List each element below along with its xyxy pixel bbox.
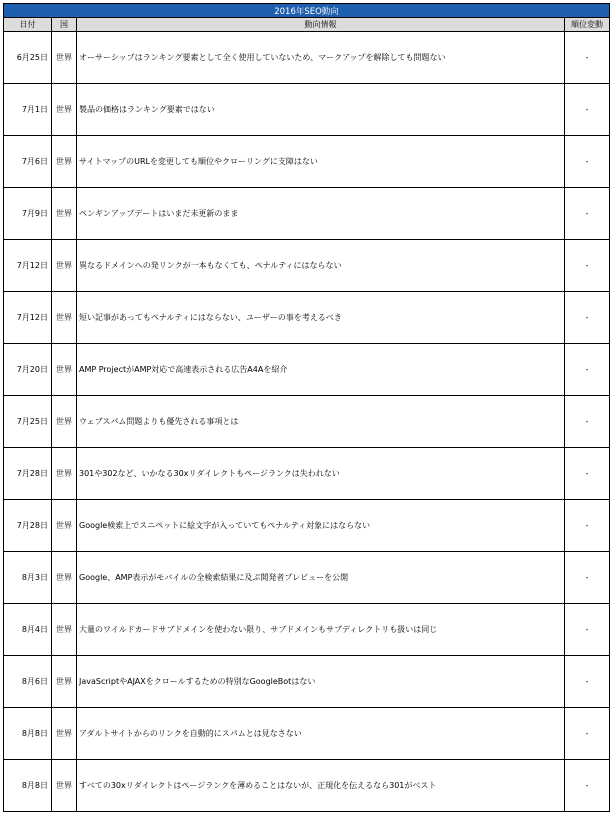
table-row [4,396,610,448]
info-cell: ペンギンアップデートはいまだ未更新のまま [77,188,565,240]
rank-cell: - [565,656,610,708]
region-cell: 世界 [52,604,77,656]
date-cell: 7月12日 [4,292,52,344]
header-rank: 順位変動 [565,18,610,32]
table-row [4,136,610,188]
region-cell: 世界 [52,188,77,240]
date-cell: 7月28日 [4,448,52,500]
date-cell: 8月8日 [4,708,52,760]
date-cell: 7月12日 [4,240,52,292]
info-cell: 大量のワイルドカードサブドメインを使わない限り、サブドメインもサブディレクトリも扱いは同じ [77,604,565,656]
rank-cell: - [565,708,610,760]
info-cell: Google検索上でスニペットに絵文字が入っていてもペナルティ対象にはならない [77,500,565,552]
date-cell: 7月20日 [4,344,52,396]
rank-cell: - [565,760,610,812]
rank-cell: - [565,396,610,448]
date-cell: 7月1日 [4,84,52,136]
rank-cell: - [565,136,610,188]
table-row [4,708,610,760]
table-row [4,500,610,552]
info-cell: アダルトサイトからのリンクを自動的にスパムとは見なさない [77,708,565,760]
info-cell: すべての30xリダイレクトはページランクを薄めることはないが、正規化を伝えるなら301がベスト [77,760,565,812]
date-cell: 8月3日 [4,552,52,604]
info-cell: オーサーシップはランキング要素として全く使用していないため、マークアップを解除しても問題ない [77,32,565,84]
table-row [4,448,610,500]
rank-cell: - [565,448,610,500]
rank-cell: - [565,292,610,344]
rank-cell: - [565,604,610,656]
info-cell: ウェブスパム問題よりも優先される事項とは [77,396,565,448]
date-cell: 8月4日 [4,604,52,656]
info-cell: AMP ProjectがAMP対応で高速表示される広告A4Aを紹介 [77,344,565,396]
rank-cell: - [565,240,610,292]
table-row [4,344,610,396]
table-title: 2016年SEO動向 [4,4,610,18]
table-row [4,240,610,292]
region-cell: 世界 [52,84,77,136]
table-row [4,604,610,656]
region-cell: 世界 [52,32,77,84]
seo-trends-sheet [3,3,609,812]
table-row [4,552,610,604]
region-cell: 世界 [52,500,77,552]
table-row [4,84,610,136]
info-cell: 301や302など、いかなる30xリダイレクトもページランクは失われない [77,448,565,500]
date-cell: 7月9日 [4,188,52,240]
date-cell: 8月6日 [4,656,52,708]
rank-cell: - [565,188,610,240]
table-row [4,188,610,240]
date-cell: 6月25日 [4,32,52,84]
region-cell: 世界 [52,292,77,344]
rank-cell: - [565,32,610,84]
info-cell: 短い記事があってもペナルティにはならない、ユーザーの事を考えるべき [77,292,565,344]
info-cell: JavaScriptやAJAXをクロールするための特別なGoogleBotはない [77,656,565,708]
date-cell: 8月8日 [4,760,52,812]
header-region: 国 [52,18,77,32]
region-cell: 世界 [52,136,77,188]
seo-trends-table [3,3,610,812]
table-row [4,32,610,84]
header-info: 動向情報 [77,18,565,32]
rank-cell: - [565,500,610,552]
region-cell: 世界 [52,656,77,708]
region-cell: 世界 [52,760,77,812]
region-cell: 世界 [52,240,77,292]
region-cell: 世界 [52,552,77,604]
date-cell: 7月6日 [4,136,52,188]
region-cell: 世界 [52,708,77,760]
info-cell: 異なるドメインへの発リンクが一本もなくても、ペナルティにはならない [77,240,565,292]
header-date: 日付 [4,18,52,32]
rank-cell: - [565,344,610,396]
info-cell: サイトマップのURLを変更しても順位やクローリングに支障はない [77,136,565,188]
table-row [4,656,610,708]
date-cell: 7月25日 [4,396,52,448]
info-cell: 製品の価格はランキング要素ではない [77,84,565,136]
region-cell: 世界 [52,396,77,448]
region-cell: 世界 [52,448,77,500]
region-cell: 世界 [52,344,77,396]
info-cell: Google、AMP表示がモバイルの全検索結果に及ぶ開発者プレビューを公開 [77,552,565,604]
table-row [4,292,610,344]
rank-cell: - [565,552,610,604]
date-cell: 7月28日 [4,500,52,552]
table-row [4,760,610,812]
rank-cell: - [565,84,610,136]
